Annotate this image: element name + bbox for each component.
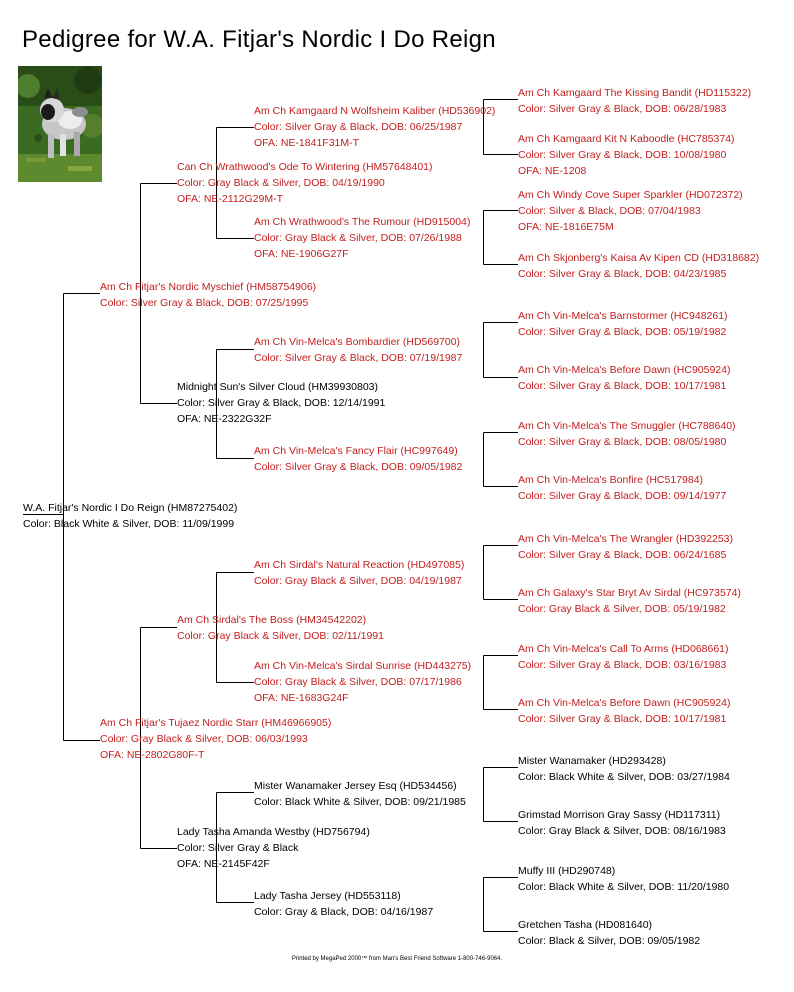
dog-name: Am Ch Vin-Melca's The Smuggler (HC788640) [518,420,736,432]
ofa-number: OFA: NE-1683G24F [254,692,349,704]
dog-name: Am Ch Vin-Melca's Barnstormer (HC948261) [518,310,728,322]
pedigree-entry-sdds [518,418,736,450]
pedigree-entry-ssdd [518,250,759,282]
dog-name: Lady Tasha Jersey (HD553118) [254,890,401,902]
dog-name: Am Ch Vin-Melca's Call To Arms (HD068661) [518,643,729,655]
dog-color-dob: Color: Black White & Silver, DOB: 11/20/1980 [518,881,730,893]
pedigree-entry-dds [254,778,466,810]
dog-name: Mister Wanamaker Jersey Esq (HD534456) [254,780,457,792]
dog-name: Midnight Sun's Silver Cloud (HM39930803) [177,381,379,393]
pedigree-entry-sds [254,334,462,366]
dog-name: Am Ch Vin-Melca's Fancy Flair (HC997649) [254,445,458,457]
dog-color-dob: Color: Silver Gray & Black, DOB: 09/14/1977 [518,490,727,502]
dog-color-dob: Color: Gray Black & Silver, DOB: 06/03/1993 [100,733,308,745]
dog-color-dob: Color: Silver Gray & Black, DOB: 06/28/1983 [518,103,727,115]
dog-color-dob: Color: Silver Gray & Black, DOB: 05/19/1982 [518,326,727,338]
footer-credit: Printed by MegaPed 2000™ from Man's Best Friend Software 1-800-746-9064. [291,956,503,962]
ofa-number: OFA: NE-2145F42F [177,858,270,870]
dog-color-dob: Color: Silver Gray & Black, DOB: 10/08/1980 [518,149,727,161]
dog-color-dob: Color: Silver Gray & Black, DOB: 06/25/1987 [254,121,463,133]
pedigree-entry-dddd [518,917,700,949]
pedigree-entry-ssss [518,85,751,117]
dog-name: Mister Wanamaker (HD293428) [518,755,666,767]
dog-color-dob: Color: Silver Gray & Black, DOB: 10/17/1981 [518,380,727,392]
dog-color-dob: Color: Gray Black & Silver, DOB: 07/17/1986 [254,676,462,688]
dog-color-dob: Color: Silver & Black, DOB: 07/04/1983 [518,205,701,217]
ofa-number: OFA: NE-1208 [518,165,587,177]
pedigree-entry-dsds [518,641,729,673]
ofa-number: OFA: NE-1906G27F [254,248,349,260]
dog-name: Am Ch Fitjar's Tujaez Nordic Starr (HM46966905) [100,717,332,729]
ofa-number: OFA: NE-2112G29M-T [177,193,284,205]
dog-name: Am Ch Wrathwood's The Rumour (HD915004) [254,216,471,228]
pedigree-entry-sss [254,103,495,151]
dog-color-dob: Color: Gray Black & Silver, DOB: 05/19/1982 [518,603,726,615]
pedigree-entry-dsdd [518,695,730,727]
pedigree-entry-s [100,279,316,311]
dog-name: Muffy III (HD290748) [518,865,616,877]
dog-name: Am Ch Vin-Melca's Bombardier (HD569700) [254,336,461,348]
pedigree-entry-sd [177,379,385,427]
dog-color-dob: Color: Silver Gray & Black, DOB: 12/14/1991 [177,397,386,409]
dog-color-dob: Color: Black & Silver, DOB: 09/05/1982 [518,935,701,947]
dog-name: Am Ch Kamgaard N Wolfsheim Kaliber (HD536902) [254,105,496,117]
pedigree-entry-ddds [518,863,729,895]
pedigree-entry-d [100,715,331,763]
dog-color-dob: Color: Silver Gray & Black [177,842,299,854]
dog-color-dob: Color: Silver Gray & Black, DOB: 04/23/1985 [518,268,727,280]
dog-color-dob: Color: Gray Black & Silver, DOB: 04/19/1987 [254,575,462,587]
ofa-number: OFA: NE-1841F31M-T [254,137,360,149]
dog-name: Grimstad Morrison Gray Sassy (HD117311) [518,809,721,821]
dog-name: W.A. Fitjar's Nordic I Do Reign (HM87275402) [23,502,238,514]
dog-name: Am Ch Skjonberg's Kaisa Av Kipen CD (HD318682) [518,252,760,264]
dog-color-dob: Color: Silver Gray & Black, DOB: 08/05/1980 [518,436,727,448]
dog-name: Am Ch Fitjar's Nordic Myschief (HM58754906) [100,281,317,293]
ofa-number: OFA: NE-2322G32F [177,413,272,425]
dog-name: Gretchen Tasha (HD081640) [518,919,653,931]
pedigree-entry-sdss [518,308,728,340]
dog-color-dob: Color: Gray Black & Silver, DOB: 08/16/1983 [518,825,726,837]
pedigree-entry-ss [177,159,433,207]
pedigree-entry-subject [23,500,237,532]
pedigree-entry-dsss [518,531,733,563]
page-title: Pedigree for W.A. Fitjar's Nordic I Do Reign [22,26,496,53]
pedigree-entry-sddd [518,472,726,504]
pedigree-entry-ddsd [518,807,726,839]
dog-color-dob: Color: Gray & Black, DOB: 04/16/1987 [254,906,434,918]
pedigree-entry-dsd [254,658,471,706]
pedigree-entry-ssds [518,187,743,235]
pedigree-entry-ssd [254,214,470,262]
dog-color-dob: Color: Gray Black & Silver, DOB: 07/26/1988 [254,232,462,244]
dog-color-dob: Color: Silver Gray & Black, DOB: 06/24/1685 [518,549,727,561]
dog-name: Am Ch Vin-Melca's Bonfire (HC517984) [518,474,704,486]
dog-name: Am Ch Vin-Melca's The Wrangler (HD392253) [518,533,734,545]
pedigree-entry-ds [177,612,384,644]
pedigree-entry-ddd [254,888,433,920]
pedigree-entry-dss [254,557,464,589]
dog-color-dob: Color: Black White & Silver, DOB: 03/27/1984 [518,771,730,783]
dog-name: Lady Tasha Amanda Westby (HD756794) [177,826,370,838]
dog-color-dob: Color: Silver Gray & Black, DOB: 07/19/1987 [254,352,463,364]
dog-color-dob: Color: Black White & Silver, DOB: 11/09/1999 [23,518,235,530]
dog-color-dob: Color: Silver Gray & Black, DOB: 03/16/1983 [518,659,727,671]
dog-name: Am Ch Sirdal's The Boss (HM34542202) [177,614,367,626]
dog-color-dob: Color: Silver Gray & Black, DOB: 09/05/1982 [254,461,463,473]
dog-color-dob: Color: Gray Black & Silver, DOB: 04/19/1990 [177,177,385,189]
pedigree-entry-sssd [518,131,735,179]
dog-name: Am Ch Sirdal's Natural Reaction (HD497085) [254,559,465,571]
pedigree-entry-sdd [254,443,462,475]
ofa-number: OFA: NE-2802G80F-T [100,749,205,761]
pedigree-entry-dd [177,824,370,872]
dog-name: Am Ch Vin-Melca's Sirdal Sunrise (HD443275) [254,660,472,672]
dog-color-dob: Color: Black White & Silver, DOB: 09/21/1985 [254,796,466,808]
dog-name: Am Ch Kamgaard Kit N Kaboodle (HC785374) [518,133,735,145]
dog-name: Am Ch Galaxy's Star Bryt Av Sirdal (HC973574) [518,587,741,599]
dog-color-dob: Color: Gray Black & Silver, DOB: 02/11/1991 [177,630,384,642]
dog-color-dob: Color: Silver Gray & Black, DOB: 07/25/1995 [100,297,309,309]
ofa-number: OFA: NE-1816E75M [518,221,614,233]
dog-name: Can Ch Wrathwood's Ode To Wintering (HM57648401) [177,161,433,173]
pedigree-entry-dssd [518,585,741,617]
dog-name: Am Ch Windy Cove Super Sparkler (HD072372) [518,189,743,201]
pedigree-entry-sdsd [518,362,730,394]
pedigree-entry-ddss [518,753,730,785]
dog-color-dob: Color: Silver Gray & Black, DOB: 10/17/1981 [518,713,727,725]
dog-name: Am Ch Kamgaard The Kissing Bandit (HD115322) [518,87,752,99]
dog-name: Am Ch Vin-Melca's Before Dawn (HC905924) [518,364,731,376]
dog-name: Am Ch Vin-Melca's Before Dawn (HC905924) [518,697,731,709]
